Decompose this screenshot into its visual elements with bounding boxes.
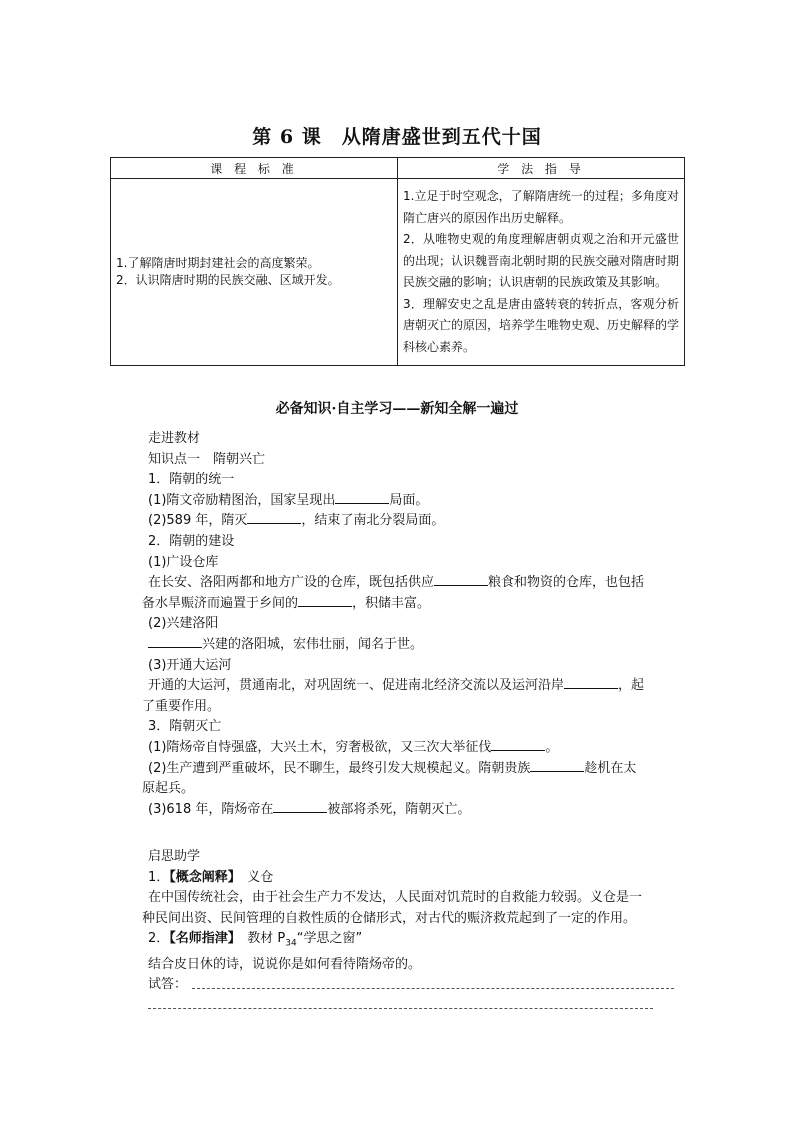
page-title: 第 6 课 从隋唐盛世到五代十国 (252, 126, 542, 148)
fill-line: 在长安、洛阳两都和地方广设的仓库，既包括供应 粮食和物资的仓库，也包括 (148, 575, 645, 591)
knowledge-point: 知识点一 隋朝兴亡 (148, 451, 266, 467)
text-line: 种民间出资、民间管理的自救性质的仓储形式，对古代的赈济救荒起到了一定的作用。 (142, 910, 637, 926)
fill-line: 兴建的洛阳城，宏伟壮丽，闻名于世。 (148, 635, 678, 656)
fill-line: 备水旱赈济而遍置于乡间的 ，积储丰富。 (142, 595, 431, 611)
fill-line: (1)隋文帝励精图治，国家呈现出 局面。 (148, 492, 429, 508)
teacher-tip-heading: 2．【名师指津】 教材 $P_{34}“$学思之窗” (148, 931, 363, 949)
answer-line[interactable] (148, 1008, 653, 1009)
answer-blank[interactable] (491, 738, 545, 751)
curriculum-table (110, 157, 685, 366)
concept-heading: 1．【概念阐释】 义仓 (148, 869, 274, 885)
answer-blank[interactable] (530, 759, 584, 772)
answer-blank[interactable] (298, 594, 352, 607)
answer-blank[interactable] (273, 800, 327, 813)
fill-line: (2)589 年，隋灭 ，结束了南北分裂局面。 (148, 513, 445, 529)
sub-heading: (3)开通大运河 (148, 657, 232, 673)
text-line: 了重要作用。 (142, 698, 221, 714)
sub-heading: (1)广设仓库 (148, 554, 219, 570)
guidance-item: 2．从唯物史观的角度理解唐朝贞观之治和开元盛世的出现；认识魏晋南北朝时期的民族交融对隋唐时期民族交融的影响；认识唐朝的民族政策及其影响。 (403, 232, 680, 289)
text-line: 原起兵。 (142, 781, 195, 797)
item-heading: 1．隋朝的统一 (148, 472, 235, 488)
guidance-item: 1.立足于时空观念，了解隋唐统一的过程；多角度对隋亡唐兴的原因作出历史解释。 (403, 189, 679, 225)
fill-line: (2)生产遭到严重破坏，民不聊生，最终引发大规模起义。隋朝贵族 趁机在太 (148, 760, 637, 776)
fill-line: 开通的大运河，贯通南北，对巩固统一、促进南北经济交流以及运河沿岸 ，起 (148, 678, 645, 694)
fill-line: (1)隋炀帝自恃强盛，大兴土木，穷奢极欲，又三次大举征伐 。 (148, 739, 559, 755)
answer-line[interactable] (192, 988, 674, 989)
standard-item: 1.了解隋唐时期封建社会的高度繁荣。 (116, 256, 320, 270)
item-heading: 2．隋朝的建设 (148, 533, 235, 549)
standard-item: 2．认识隋唐时期的民族交融、区域开发。 (116, 273, 340, 287)
answer-blank[interactable] (434, 573, 488, 586)
hint-body (142, 847, 678, 996)
guidance-item: 3．理解安史之乱是唐由盛转衰的转折点，客观分析唐朝灭亡的原因，培养学生唯物史观、历史解释的学科核心素养。 (403, 296, 680, 354)
header-guidance: 学 法 指 导 (398, 158, 685, 179)
answer-blank[interactable] (247, 511, 301, 524)
header-standards: 课 程 标 准 (111, 158, 398, 179)
answer-blank[interactable] (564, 676, 618, 689)
question-line: 结合皮日休的诗，说说你是如何看待隋炀帝的。 (148, 956, 422, 972)
item-heading: 3．隋朝灭亡 (148, 719, 222, 735)
subheading: 启思助学 (148, 849, 201, 864)
answer-blank[interactable] (148, 635, 202, 648)
fill-line: (3)618 年，隋炀帝在 被部将杀死，隋朝灭亡。 (148, 801, 471, 817)
sub-heading: (2)兴建洛阳 (148, 616, 219, 632)
text-line: 在中国传统社会，由于社会生产力不发达，人民面对饥荒时的自救能力较弱。义仓是一 (148, 890, 643, 906)
content-body (142, 429, 678, 820)
standards-cell (111, 179, 398, 366)
subheading: 走进教材 (148, 431, 201, 446)
answer-label: 试答： (148, 977, 188, 993)
guidance-cell (398, 179, 685, 366)
section-title: 必备知识·自主学习——新知全解一遍过 (275, 401, 519, 417)
answer-blank[interactable] (335, 491, 389, 504)
